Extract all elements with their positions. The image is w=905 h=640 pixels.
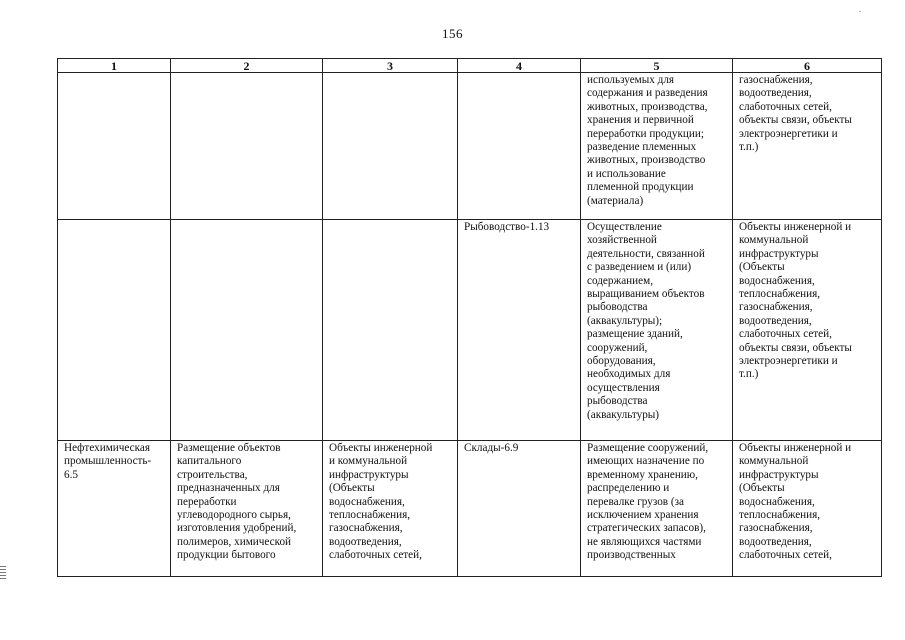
table-cell xyxy=(458,441,581,577)
cell-text: Склады-6.9 xyxy=(464,442,519,454)
column-header-5: 5 xyxy=(581,59,733,73)
table-row xyxy=(58,73,882,220)
table-cell xyxy=(581,220,733,441)
table-cell xyxy=(458,220,581,441)
column-header-1: 1 xyxy=(58,59,171,73)
column-header-2: 2 xyxy=(171,59,323,73)
column-header-6: 6 xyxy=(733,59,882,73)
cell-text: Нефтехимическая промышленность- 6.5 xyxy=(64,442,152,481)
land-use-table xyxy=(57,58,882,577)
table-row xyxy=(58,220,882,441)
cell-text: Объекты инженерной и коммунальной инфраструктуры (Объекты водоснабжения, теплоснабжения, газоснабжения, водоотведения, слаботочных сетей, xyxy=(329,442,433,562)
cell-text: газоснабжения, водоотведения, слаботочных сетей, объекты связи, объекты электроэнергетики и т.п.) xyxy=(739,74,852,154)
table-cell xyxy=(323,220,458,441)
table-cell xyxy=(58,220,171,441)
cell-text: Объекты инженерной и коммунальной инфраструктуры (Объекты водоснабжения, теплоснабжения, газоснабжения, водоотведения, слаботочных сетей, xyxy=(739,442,852,562)
cell-text: Осуществление хозяйственной деятельности, связанной с разведением и (или) содержанием, выращиванием объектов рыбоводства (аквакультуры); размещение зданий, сооружений, оборудования, необходимых для осуществления рыбоводства (аквакультуры) xyxy=(587,221,705,421)
table-row xyxy=(58,441,882,577)
table-cell xyxy=(733,73,882,220)
cell-text: Размещение сооружений, имеющих назначение по временному хранению, распределению и перевалке грузов (за исключением хранения стратегических запасов), не являющихся частями производственных xyxy=(587,442,709,562)
table-cell xyxy=(323,441,458,577)
scan-margin-mark xyxy=(0,566,6,580)
cell-text: Рыбоводство-1.13 xyxy=(464,221,550,233)
table-cell xyxy=(581,73,733,220)
header-row xyxy=(58,59,882,73)
table-cell xyxy=(323,73,458,220)
cell-text: Объекты инженерной и коммунальной инфраструктуры (Объекты водоснабжения, теплоснабжения, газоснабжения, водоотведения, слаботочных сетей, объекты связи, объекты электроэнергетики и т.п.) xyxy=(739,221,852,381)
table-cell xyxy=(171,441,323,577)
table-cell xyxy=(58,441,171,577)
table-cell xyxy=(171,73,323,220)
cell-text: используемых для содержания и разведения животных, производства, хранения и первичной переработки продукции; разведение племенных животных, производство и использование племенной продукции (материала) xyxy=(587,74,708,207)
table-cell xyxy=(458,73,581,220)
column-header-4: 4 xyxy=(458,59,581,73)
table-cell xyxy=(58,73,171,220)
table-cell xyxy=(581,441,733,577)
cell-text: Размещение объектов капитального строительства, предназначенных для переработки углеводородного сырья, изготовления удобрений, полимеров, химической продукции бытового xyxy=(177,442,297,562)
table-cell xyxy=(733,220,882,441)
scan-speck: . xyxy=(859,4,862,14)
table-cell xyxy=(171,220,323,441)
column-header-3: 3 xyxy=(323,59,458,73)
table-cell xyxy=(733,441,882,577)
page-number: 156 xyxy=(442,26,463,41)
